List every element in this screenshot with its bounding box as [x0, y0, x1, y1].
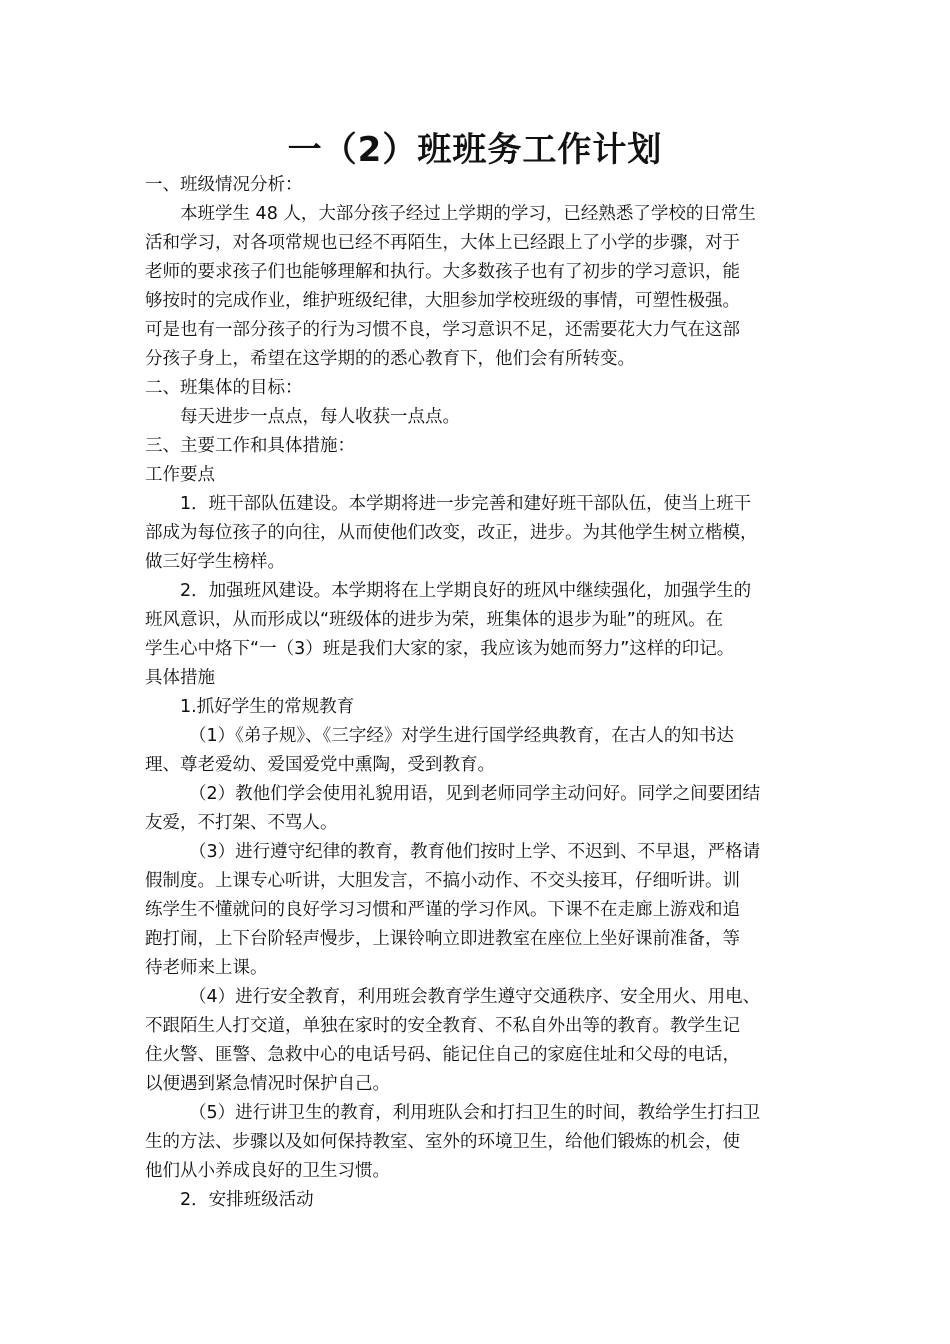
document-body	[145, 171, 810, 1215]
paragraph-line: 每天进步一点点，每人收获一点点。	[180, 407, 460, 427]
paragraph-line: 假制度。上课专心听讲，大胆发言，不搞小动作、不交头接耳，仔细听讲。训	[145, 871, 740, 891]
paragraph-line: 本班学生 48 人，大部分孩子经过上学期的学习，已经熟悉了学校的日常生	[180, 204, 756, 224]
paragraph-line: 2．加强班风建设。本学期将在上学期良好的班风中继续强化，加强学生的	[180, 581, 752, 601]
paragraph-line: 可是也有一部分孩子的行为习惯不良，学习意识不足，还需要花大力气在这部	[145, 320, 740, 340]
list-item-heading: 1.抓好学生的常规教育	[180, 697, 355, 717]
paragraph-line: 跑打闹，上下台阶轻声慢步，上课铃响立即进教室在座位上坐好课前准备，等	[145, 929, 740, 949]
paragraph-line: （4）进行安全教育，利用班会教育学生遵守交通秩序、安全用火、用电、	[189, 987, 761, 1007]
paragraph-line: 住火警、匪警、急救中心的电话号码、能记住自己的家庭住址和父母的电话，	[145, 1045, 740, 1065]
paragraph-line: 理、尊老爱幼、爱国爱党中熏陶，受到教育。	[145, 755, 495, 775]
paragraph-line: 老师的要求孩子们也能够理解和执行。大多数孩子也有了初步的学习意识，能	[145, 262, 740, 282]
paragraph-line: 练学生不懂就问的良好学习习惯和严谨的学习作风。下课不在走廊上游戏和追	[145, 900, 740, 920]
list-item-heading: 2．安排班级活动	[180, 1190, 314, 1210]
subheading-specific-measures: 具体措施	[145, 668, 215, 688]
section-heading-main-work: 三、主要工作和具体措施：	[145, 436, 355, 456]
document-title: 一（2）班班务工作计划	[287, 130, 663, 170]
subheading-work-points: 工作要点	[145, 465, 215, 485]
paragraph-line: 部成为每位孩子的向往，从而使他们改变，改正，进步。为其他学生树立楷模，	[145, 523, 758, 543]
paragraph-line: 友爱，不打架、不骂人。	[145, 813, 338, 833]
paragraph-line: 班风意识，从而形成以“班级体的进步为荣，班集体的退步为耻”的班风。在	[145, 610, 724, 630]
paragraph-line: （5）进行讲卫生的教育，利用班队会和打扫卫生的时间，教给学生打扫卫	[189, 1103, 761, 1123]
paragraph-line: 分孩子身上，希望在这学期的的悉心教育下，他们会有所转变。	[145, 349, 635, 369]
paragraph-line: 1．班干部队伍建设。本学期将进一步完善和建好班干部队伍，使当上班干	[180, 494, 752, 514]
paragraph-line: 待老师来上课。	[145, 958, 268, 978]
section-heading-goal: 二、班集体的目标：	[145, 378, 303, 398]
paragraph-line: 不跟陌生人打交道，单独在家时的安全教育、不私自外出等的教育。教学生记	[145, 1016, 740, 1036]
paragraph-line: 以便遇到紧急情况时保护自己。	[145, 1074, 390, 1094]
paragraph-line: 活和学习，对各项常规也已经不再陌生，大体上已经跟上了小学的步骤，对于	[145, 233, 740, 253]
paragraph-line: （2）教他们学会使用礼貌用语，见到老师同学主动问好。同学之间要团结	[189, 784, 761, 804]
paragraph-line: （3）进行遵守纪律的教育，教育他们按时上学、不迟到、不早退，严格请	[189, 842, 761, 862]
section-heading-class-analysis: 一、班级情况分析：	[145, 175, 303, 195]
paragraph-line: 够按时的完成作业，维护班级纪律，大胆参加学校班级的事情，可塑性极强。	[145, 291, 740, 311]
paragraph-line: 做三好学生榜样。	[145, 552, 285, 572]
paragraph-line: 他们从小养成良好的卫生习惯。	[145, 1161, 390, 1181]
paragraph-line: （1）《弟子规》、《三字经》对学生进行国学经典教育，在古人的知书达	[189, 726, 734, 746]
paragraph-line: 生的方法、步骤以及如何保持教室、室外的环境卫生，给他们锻炼的机会，使	[145, 1132, 740, 1152]
paragraph-line: 学生心中烙下“一（3）班是我们大家的家，我应该为她而努力”这样的印记。	[145, 639, 735, 659]
